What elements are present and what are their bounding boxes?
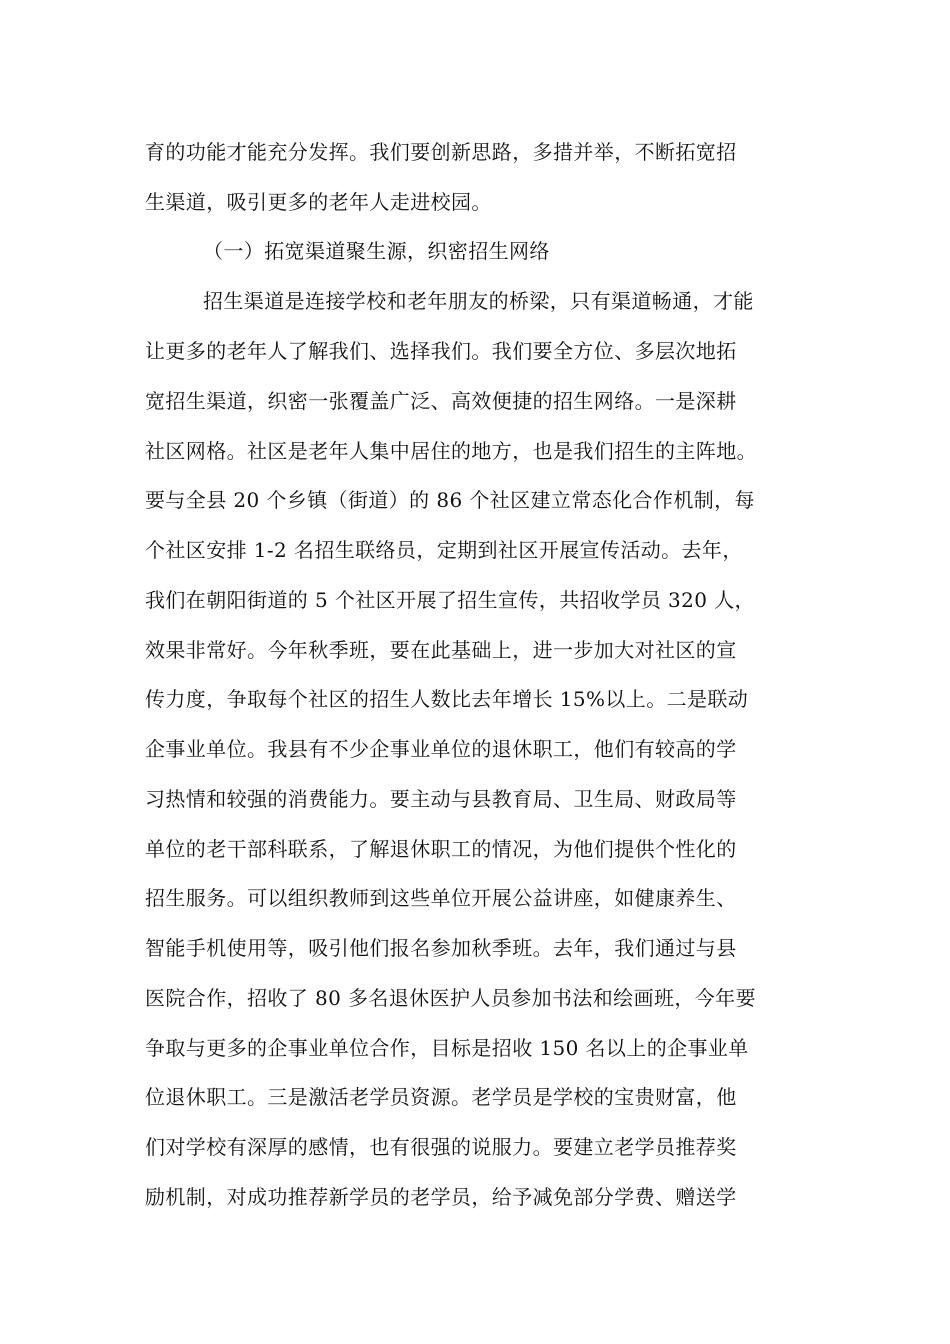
paragraph-line: 习热情和较强的消费能力。要主动与县教育局、卫生局、财政局等 [145, 787, 737, 811]
paragraph-line: 宽招生渠道，织密一张覆盖广泛、高效便捷的招生网络。一是深耕 [145, 389, 737, 413]
paragraph-line: 生渠道，吸引更多的老年人走进校园。 [145, 190, 492, 214]
paragraph-line: 们对学校有深厚的感情，也有很强的说服力。要建立老学员推荐奖 [145, 1135, 737, 1159]
paragraph-line: 社区网格。社区是老年人集中居住的地方，也是我们招生的主阵地。 [145, 439, 757, 463]
paragraph-line: 个社区安排 1-2 名招生联络员，定期到社区开展宣传活动。去年， [145, 538, 743, 562]
paragraph-line: 要与全县 20 个乡镇（街道）的 86 个社区建立常态化合作机制，每 [145, 488, 755, 512]
paragraph-line: 我们在朝阳街道的 5 个社区开展了招生宣传，共招收学员 320 人， [145, 588, 755, 612]
paragraph-line: 效果非常好。今年秋季班，要在此基础上，进一步加大对社区的宣 [145, 638, 737, 662]
paragraph-line: 励机制，对成功推荐新学员的老学员，给予减免部分学费、赠送学 [145, 1185, 737, 1209]
paragraph-line: 智能手机使用等，吸引他们报名参加秋季班。去年，我们通过与县 [145, 936, 737, 960]
paragraph-line: 单位的老干部科联系，了解退休职工的情况，为他们提供个性化的 [145, 837, 737, 861]
paragraph-line: 传力度，争取每个社区的招生人数比去年增长 15%以上。二是联动 [145, 687, 749, 711]
paragraph-line: 招生渠道是连接学校和老年朋友的桥梁，只有渠道畅通，才能 [203, 289, 754, 313]
paragraph-line: 企事业单位。我县有不少企事业单位的退休职工，他们有较高的学 [145, 737, 737, 761]
paragraph-line: 位退休职工。三是激活老学员资源。老学员是学校的宝贵财富，他 [145, 1085, 737, 1109]
paragraph-line: 招生服务。可以组织教师到这些单位开展公益讲座，如健康养生、 [145, 886, 737, 910]
paragraph-line: 育的功能才能充分发挥。我们要创新思路，多措并举，不断拓宽招 [145, 140, 737, 164]
paragraph-line: 争取与更多的企事业单位合作，目标是招收 150 名以上的企事业单 [145, 1036, 749, 1060]
paragraph-line: 让更多的老年人了解我们、选择我们。我们要全方位、多层次地拓 [145, 339, 737, 363]
paragraph-line: 医院合作，招收了 80 多名退休医护人员参加书法和绘画班，今年要 [145, 986, 756, 1010]
section-heading: （一）拓宽渠道聚生源，织密招生网络 [203, 239, 550, 263]
